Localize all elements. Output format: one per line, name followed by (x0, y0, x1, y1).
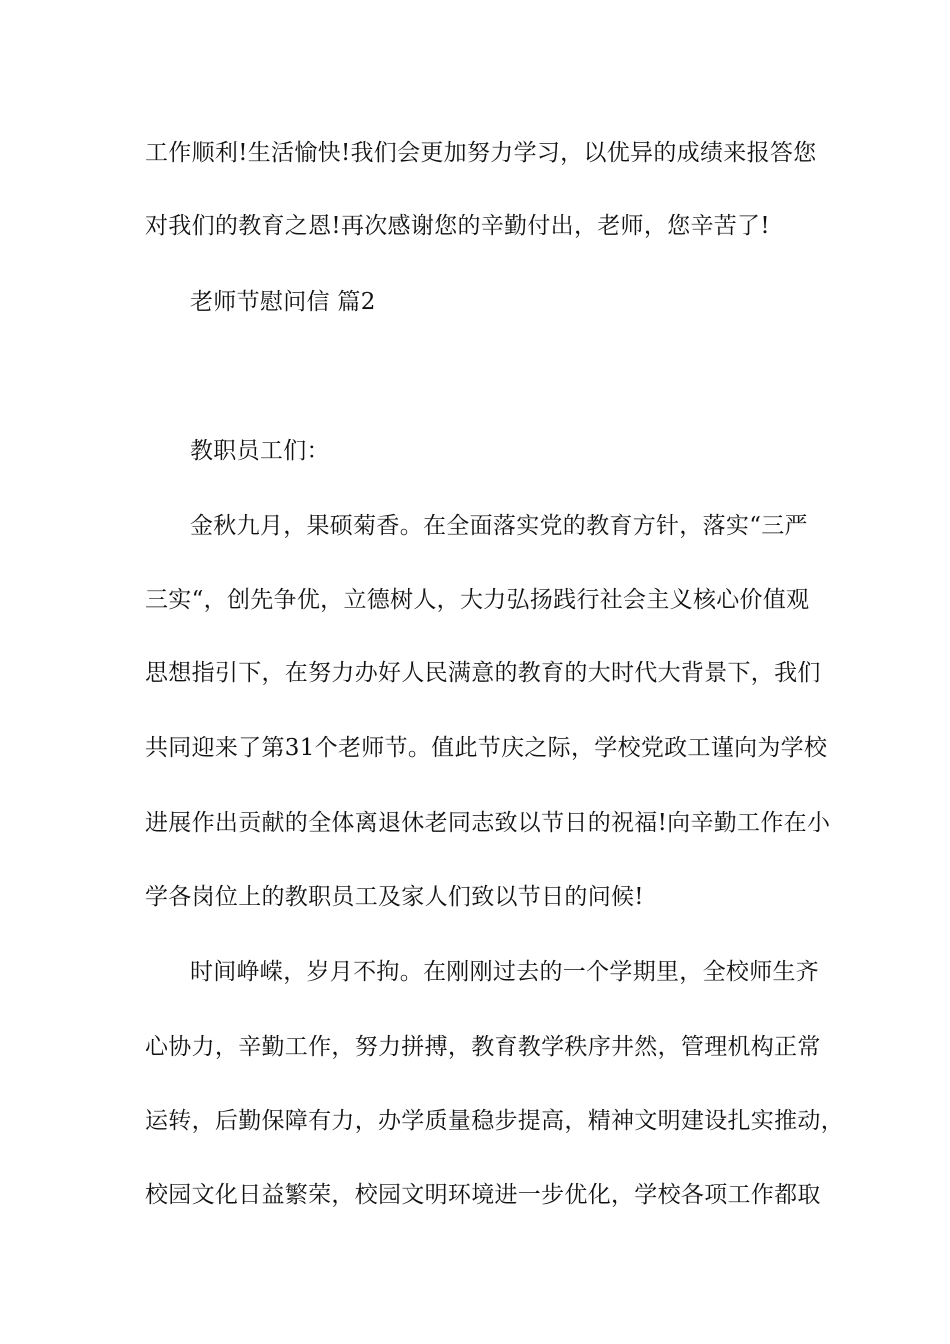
body-text-line: 学各岗位上的教职员工及家人们致以节日的问候! (145, 884, 644, 910)
body-text-line: 进展作出贡献的全体离退休老同志致以节日的祝福!向辛勤工作在小 (145, 810, 831, 836)
body-text-line: 运转，后勤保障有力，办学质量稳步提高，精神文明建设扎实推动， (145, 1108, 844, 1134)
body-text-line: 金秋九月，果硕菊香。在全面落实党的教育方针，落实“三严 (190, 513, 808, 539)
body-text-line: 心协力，辛勤工作，努力拼搏，教育教学秩序井然，管理机构正常 (145, 1034, 821, 1060)
salutation: 教职员工们： (190, 438, 330, 464)
body-text-line: 工作顺利!生活愉快!我们会更加努力学习，以优异的成绩来报答您 (145, 140, 817, 166)
body-text-line: 时间峥嵘，岁月不拘。在刚刚过去的一个学期里，全校师生齐 (190, 959, 820, 985)
section-heading: 老师节慰问信 篇2 (190, 289, 376, 315)
body-text-line: 校园文化日益繁荣，校园文明环境进一步优化，学校各项工作都取 (145, 1182, 821, 1208)
body-text-line: 思想指引下，在努力办好人民满意的教育的大时代大背景下，我们 (145, 660, 821, 686)
body-text-line: 三实“，创先争优，立德树人，大力弘扬践行社会主义核心价值观 (145, 587, 810, 613)
body-text-line: 共同迎来了第31个老师节。值此节庆之际，学校党政工谨向为学校 (145, 735, 828, 761)
body-text-line: 对我们的教育之恩!再次感谢您的辛勤付出，老师，您辛苦了! (145, 213, 770, 239)
